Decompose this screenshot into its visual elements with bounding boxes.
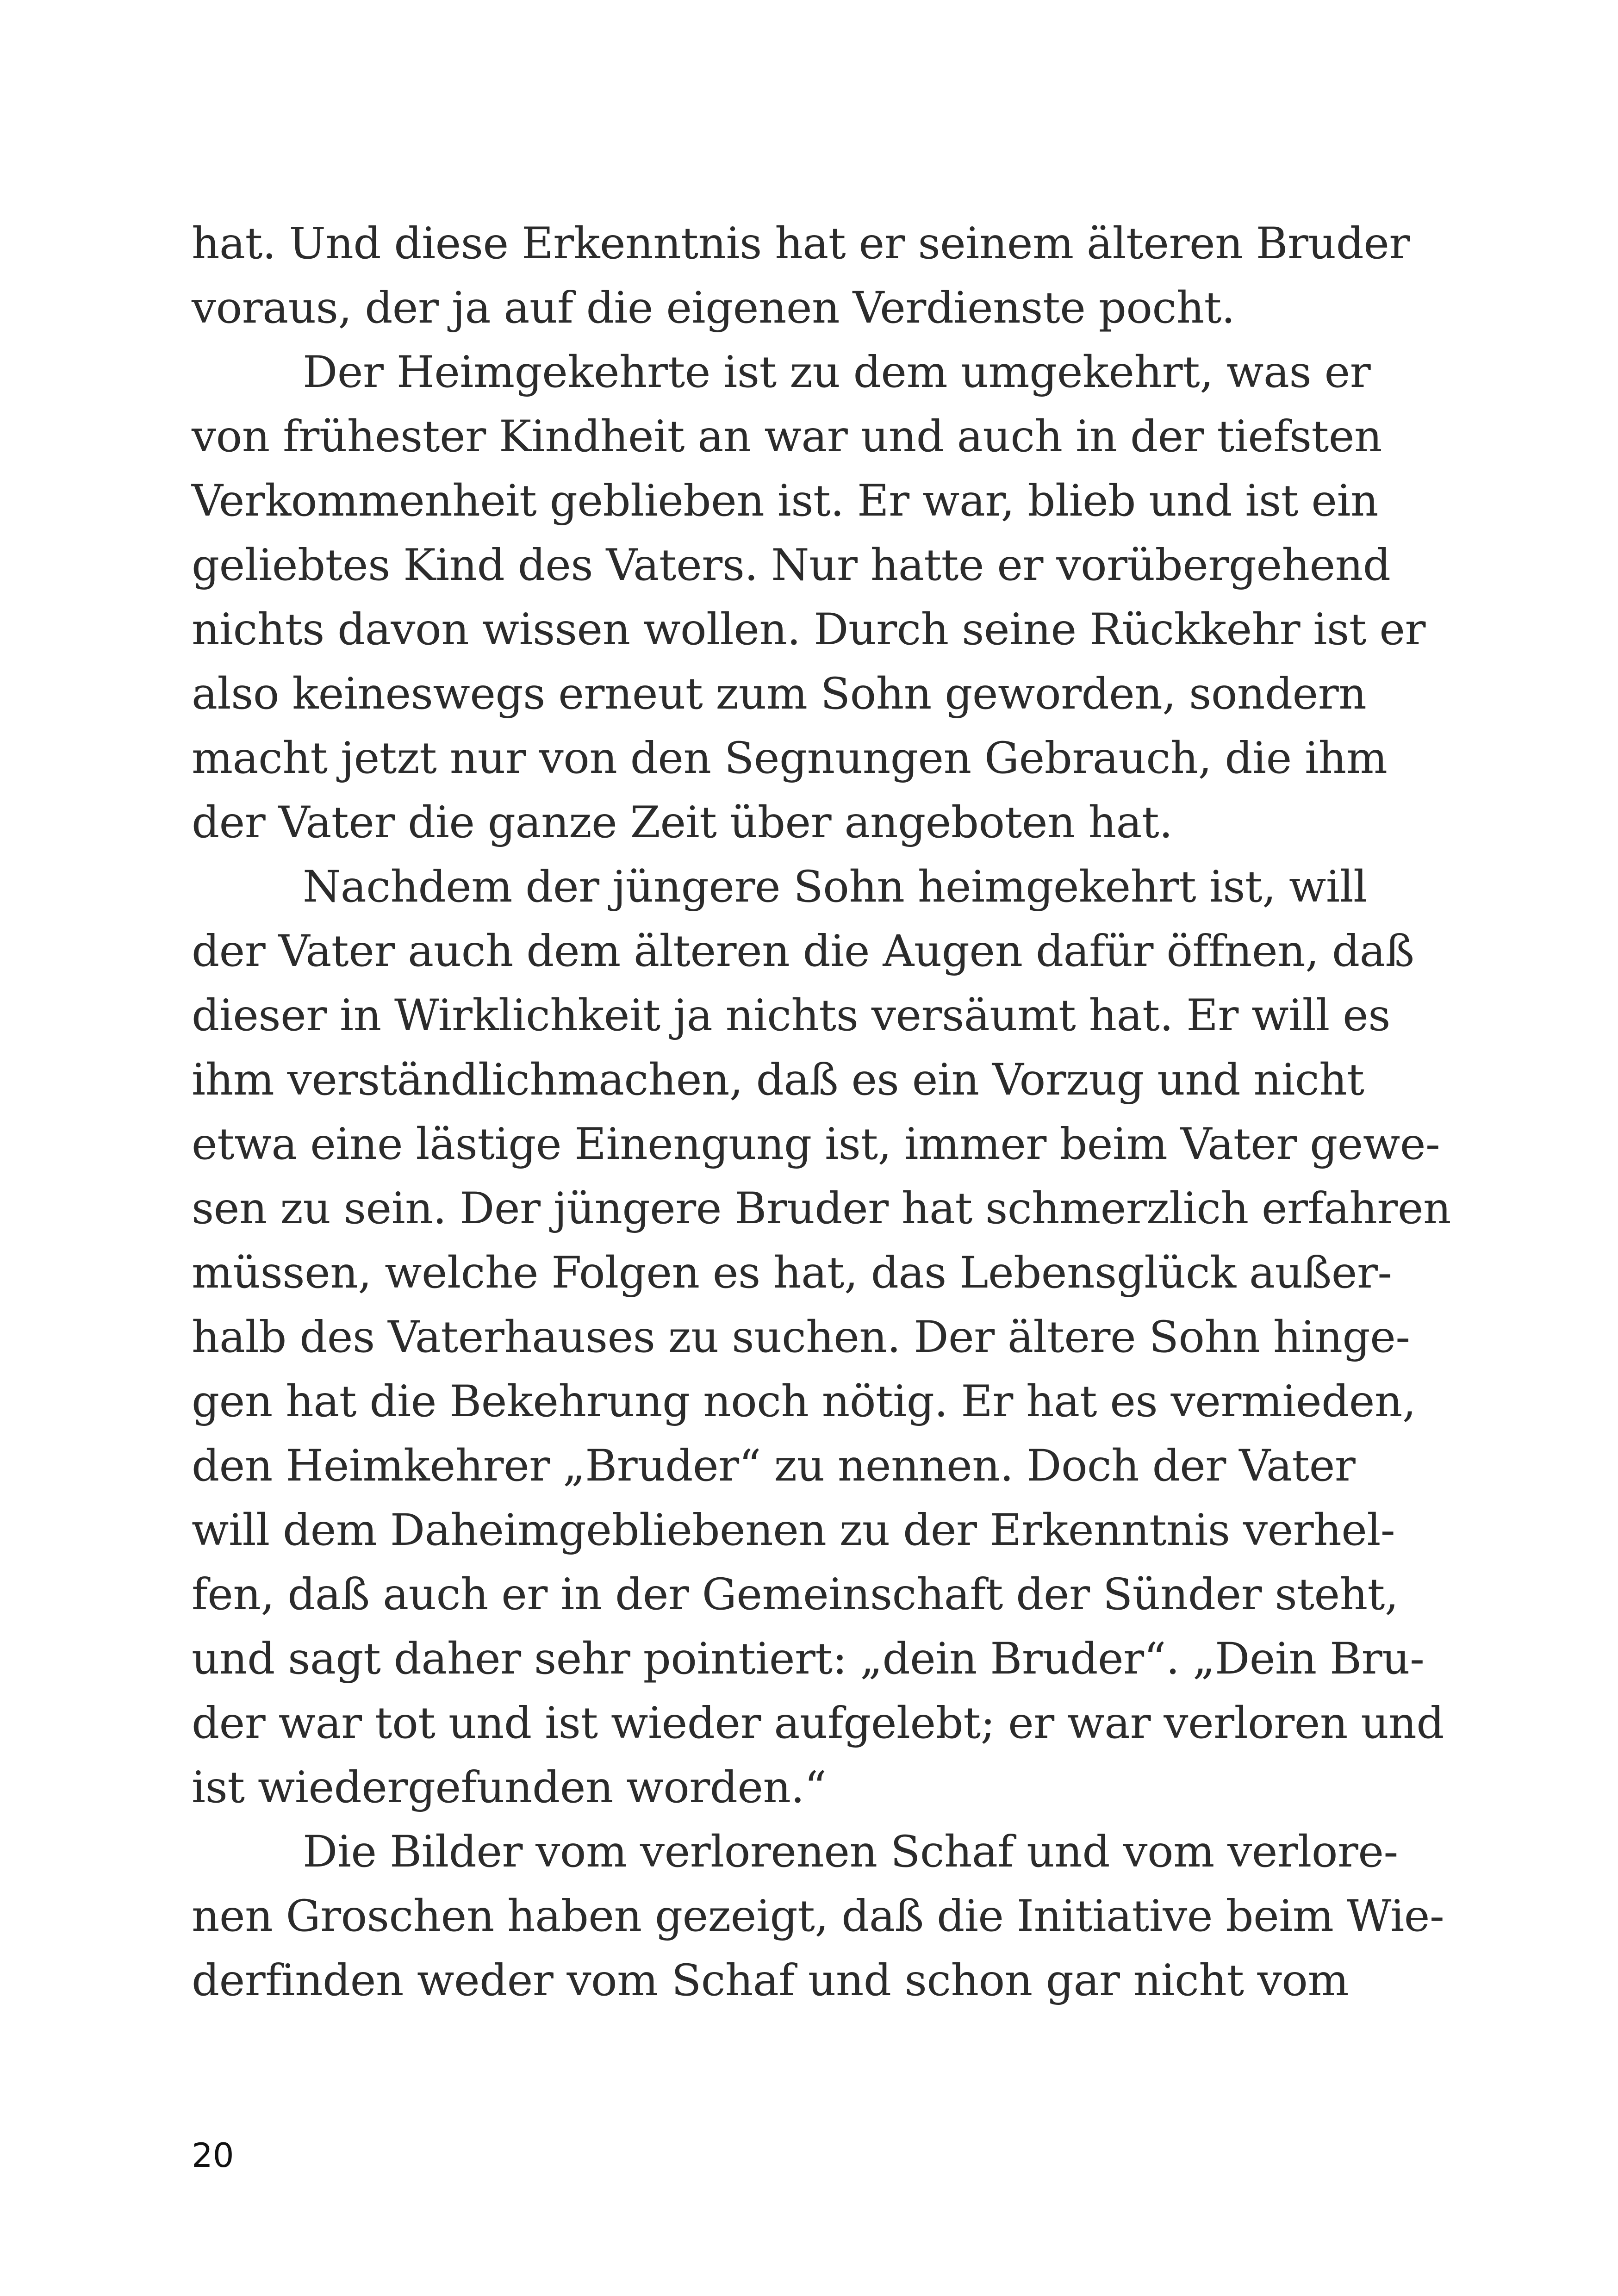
text-line: sen zu sein. Der jüngere Bruder hat schmerzlich erfahren: [192, 1183, 1451, 1234]
text-line: geliebtes Kind des Vaters. Nur hatte er vorübergehend: [192, 540, 1391, 591]
page-number: 20: [192, 2136, 234, 2175]
text-line: Der Heimgekehrte ist zu dem umgekehrt, was er: [303, 347, 1371, 398]
text-line: der Vater auch dem älteren die Augen dafür öffnen, daß: [192, 926, 1414, 977]
text-line: den Heimkehrer „Bruder“ zu nennen. Doch der Vater: [192, 1441, 1356, 1491]
text-line: ihm verständlichmachen, daß es ein Vorzug und nicht: [192, 1055, 1364, 1105]
text-line: fen, daß auch er in der Gemeinschaft der Sünder steht,: [192, 1569, 1399, 1620]
text-line: etwa eine lästige Einengung ist, immer beim Vater gewe-: [192, 1119, 1440, 1170]
text-line: Die Bilder vom verlorenen Schaf und vom verlore-: [303, 1827, 1398, 1877]
text-line: der war tot und ist wieder aufgelebt; er war verloren und: [192, 1698, 1444, 1748]
text-line: voraus, der ja auf die eigenen Verdienste pocht.: [192, 283, 1235, 333]
text-line: ist wiedergefunden worden.“: [192, 1762, 827, 1813]
text-line: nichts davon wissen wollen. Durch seine Rückkehr ist er: [192, 604, 1425, 655]
text-line: dieser in Wirklichkeit ja nichts versäumt hat. Er will es: [192, 990, 1391, 1041]
body-text: [192, 212, 1451, 2013]
text-line: und sagt daher sehr pointiert: „dein Bruder“. „Dein Bru-: [192, 1634, 1425, 1684]
text-line: von frühester Kindheit an war und auch in der tiefsten: [192, 411, 1382, 462]
text-line: derfinden weder vom Schaf und schon gar nicht vom: [192, 1955, 1349, 2006]
text-line: will dem Daheimgebliebenen zu der Erkenntnis verhel-: [192, 1505, 1395, 1556]
text-line: also keineswegs erneut zum Sohn geworden, sondern: [192, 669, 1367, 719]
text-line: halb des Vaterhauses zu suchen. Der ältere Sohn hinge-: [192, 1312, 1410, 1363]
text-line: Verkommenheit geblieben ist. Er war, blieb und ist ein: [192, 476, 1379, 526]
text-line: macht jetzt nur von den Segnungen Gebrauch, die ihm: [192, 733, 1388, 784]
text-line: nen Groschen haben gezeigt, daß die Initiative beim Wie-: [192, 1891, 1444, 1941]
text-line: müssen, welche Folgen es hat, das Lebensglück außer-: [192, 1248, 1392, 1298]
text-line: Nachdem der jüngere Sohn heimgekehrt ist, will: [303, 862, 1367, 912]
text-line: hat. Und diese Erkenntnis hat er seinem älteren Bruder: [192, 218, 1410, 269]
text-line: der Vater die ganze Zeit über angeboten hat.: [192, 797, 1173, 848]
text-line: gen hat die Bekehrung noch nötig. Er hat es vermieden,: [192, 1376, 1416, 1427]
